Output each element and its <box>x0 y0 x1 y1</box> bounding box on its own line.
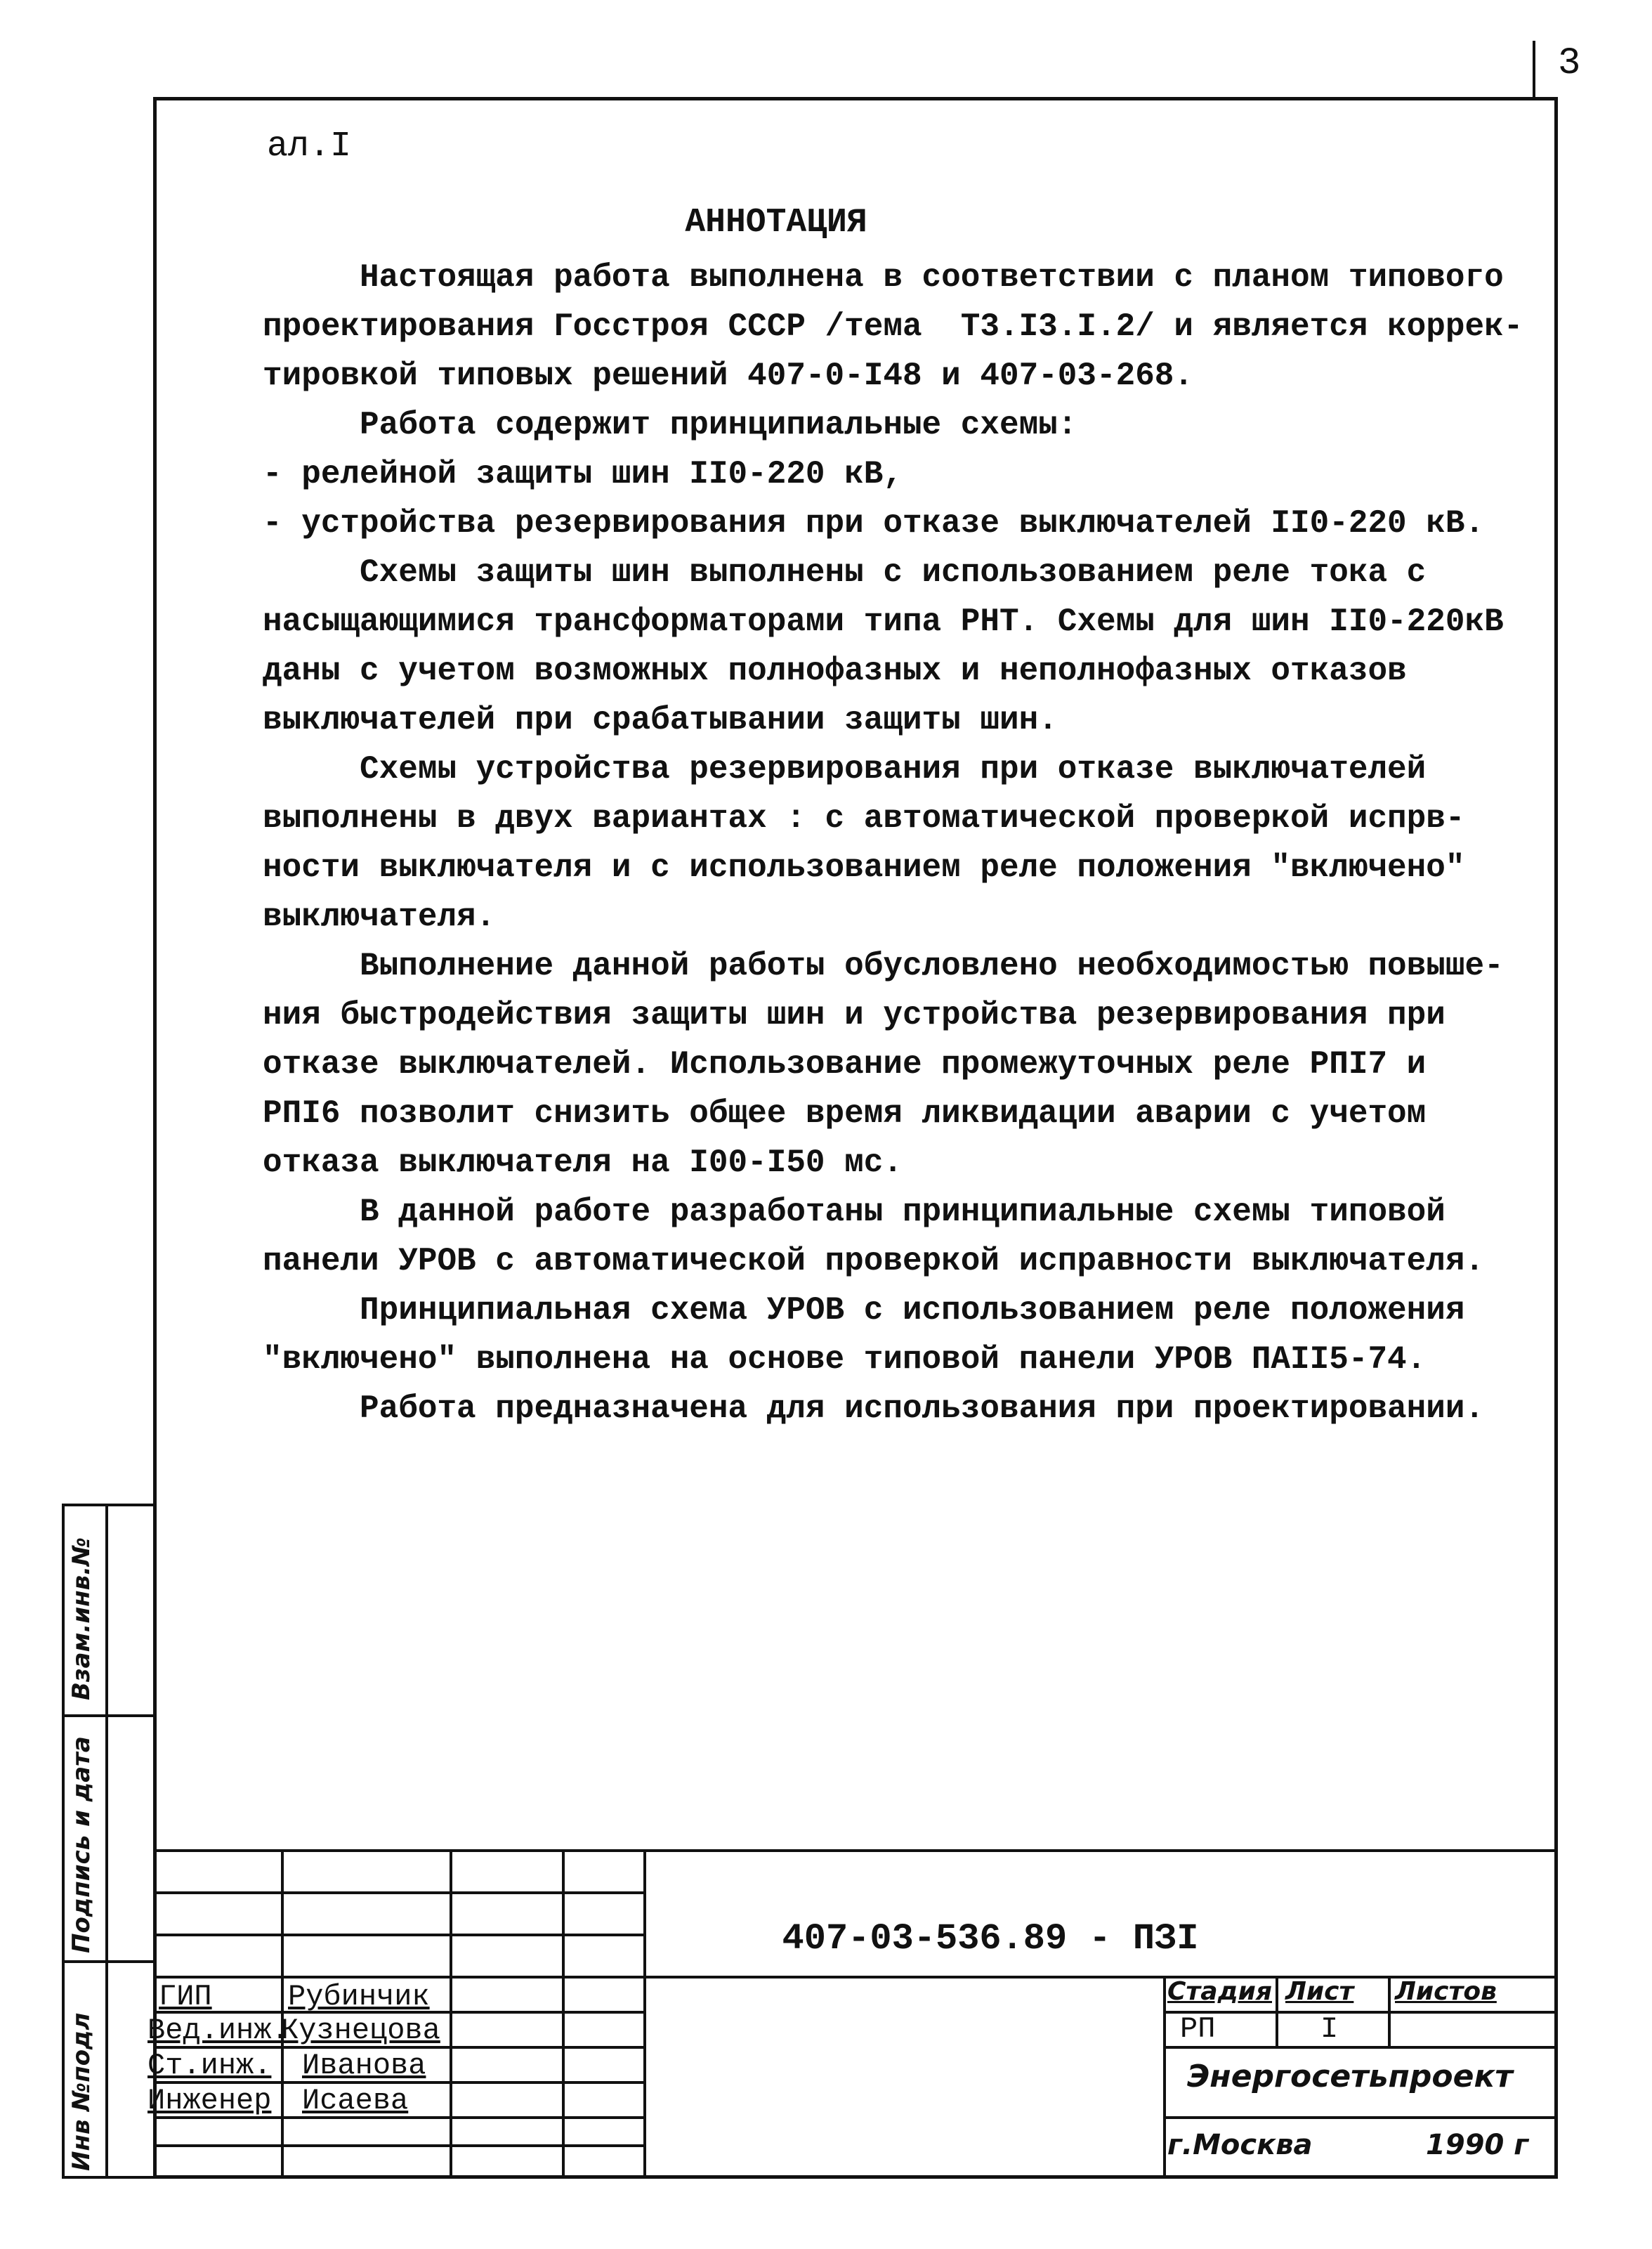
text-line: Выполнение данной работы обусловлено необходимостью повыше- <box>263 948 1504 984</box>
organization-name: Энергосетьпроект <box>1187 2059 1513 2094</box>
text-line: Схемы устройства резервирования при отказе выключателей <box>263 751 1427 788</box>
side-stamp-rule-2 <box>62 1960 156 1963</box>
signature-role: Вед.инж. <box>148 2014 289 2047</box>
text-line: тировкой типовых решений 407-0-I48 и 407-03-268. <box>263 358 1194 394</box>
document-code: 407-03-536.89 - ПЗI <box>782 1918 1199 1960</box>
text-line: РПI6 позволит снизить общее время ликвидации аварии с учетом <box>263 1095 1427 1132</box>
text-line: отказе выключателей. Использование промежуточных реле РПI7 и <box>263 1046 1427 1083</box>
sheet-header: Лист <box>1285 1977 1354 2006</box>
stage-value: РП <box>1180 2012 1216 2046</box>
tb-top-rule <box>153 1849 1558 1852</box>
text-line: Схемы защиты шин выполнены с использованием реле тока с <box>263 554 1427 591</box>
signature-name: Исаева <box>302 2084 409 2118</box>
text-line: Работа предназначена для использования при проектировании. <box>263 1390 1485 1427</box>
tb-col <box>562 1849 565 2179</box>
text-line: насыщающимися трансформаторами типа РНТ. Схемы для шин II0-220кВ <box>263 604 1504 640</box>
side-stamp-rule-1 <box>62 1714 156 1717</box>
year: 1990 г <box>1426 2129 1529 2161</box>
tb-col <box>450 1849 452 2179</box>
tb-rule <box>153 1934 645 1936</box>
tb-col <box>1163 1976 1166 2179</box>
tb-rule <box>1165 2046 1558 2049</box>
side-stamp-replacement-inv: Взам.инв.№ <box>67 1537 96 1700</box>
signature-role: ГИП <box>159 1980 212 2014</box>
text-line: "включено" выполнена на основе типовой панели УРОВ ПАII5-74. <box>263 1341 1427 1378</box>
sheet-value: I <box>1320 2012 1339 2046</box>
tb-col <box>1388 1976 1391 2046</box>
tb-rule <box>1165 2011 1558 2014</box>
text-line: Принципиальная схема УРОВ с использованием реле положения <box>263 1292 1465 1329</box>
tb-rule <box>153 2144 645 2147</box>
text-line: панели УРОВ с автоматической проверкой исправности выключателя. <box>263 1243 1485 1279</box>
side-stamp-inv-original: Инв №подл <box>67 2012 96 2171</box>
tb-col <box>643 1849 646 2179</box>
signature-name: Кузнецова <box>281 2014 440 2047</box>
city-name: г.Москва <box>1167 2129 1313 2161</box>
text-line: Настоящая работа выполнена в соответствии с планом типового <box>263 259 1504 296</box>
signature-role: Инженер <box>148 2084 272 2118</box>
text-line: ния быстродействия защиты шин и устройства резервирования при <box>263 997 1446 1034</box>
text-line: ности выключателя и с использованием реле положения "включено" <box>263 849 1465 886</box>
tb-col <box>1276 1976 1278 2046</box>
text-line: - устройства резервирования при отказе выключателей II0-220 кВ. <box>263 505 1485 542</box>
signature-role: Ст.инж. <box>148 2049 272 2082</box>
tb-rule <box>153 1891 645 1894</box>
stage-header: Стадия <box>1167 1977 1272 2006</box>
side-stamp-divider <box>105 1504 108 2179</box>
text-line: выполнены в двух вариантах : с автоматической проверкой испрв- <box>263 800 1465 837</box>
text-line: - релейной защиты шин II0-220 кВ, <box>263 456 903 493</box>
side-stamp-signature-date: Подпись и дата <box>67 1736 96 1953</box>
sheet-label: ал.I <box>267 126 352 167</box>
signature-name: Иванова <box>302 2049 426 2082</box>
text-line: даны с учетом возможных полнофазных и неполнофазных отказов <box>263 653 1407 689</box>
text-line: выключателя. <box>263 899 496 935</box>
text-line: отказа выключателя на I00-I50 мс. <box>263 1145 903 1181</box>
annotation-body <box>263 253 1555 1433</box>
text-line: проектирования Госстроя СССР /тема Т3.I3.I.2/ и является коррек- <box>263 308 1523 345</box>
text-line: В данной работе разработаны принципиальные схемы типовой <box>263 1194 1446 1230</box>
text-line: выключателей при срабатывании защиты шин. <box>263 702 1058 738</box>
text-line: Работа содержит принципиальные схемы: <box>263 407 1077 443</box>
tb-rule <box>1165 2116 1558 2119</box>
page-number: 3 <box>1558 42 1581 85</box>
sheets-header: Листов <box>1395 1977 1497 2006</box>
signature-name: Рубинчик <box>288 1980 430 2014</box>
document-title: АННОТАЦИЯ <box>685 204 867 242</box>
page-number-tick <box>1533 41 1535 97</box>
